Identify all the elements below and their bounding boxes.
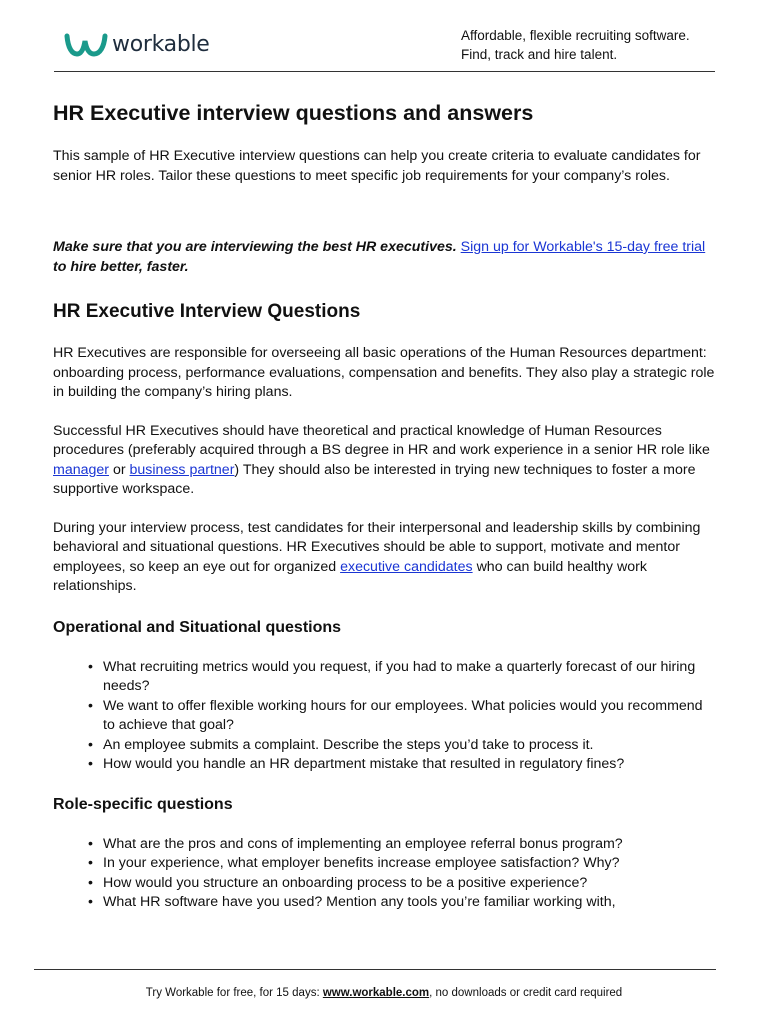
logo-text: workable (112, 31, 210, 57)
document-body (53, 98, 718, 913)
free-trial-link[interactable]: Sign up for Workable's 15-day free trial (460, 239, 706, 255)
list-item: • How would you handle an HR department mistake that resulted in regulatory fines? (103, 755, 718, 775)
interview-process-text-2: who can build healthy work relationships. (53, 558, 647, 594)
tagline-line-1: Affordable, flexible recruiting software. (461, 28, 690, 43)
operational-questions-list (53, 658, 718, 775)
qualifications-text-2: or (112, 461, 126, 478)
list-item: • What recruiting metrics would you request, if you had to make a quarterly forecast of our hiring needs? (103, 658, 718, 697)
cta-lead: Make sure that you are interviewing the best HR executives. (53, 239, 457, 255)
page-footer (0, 987, 768, 999)
qualifications-text-1: Successful HR Executives should have theoretical and practical knowledge of Human Resources procedures (preferably acquired through a BS degree in HR and work experience in a senior HR role like (53, 422, 710, 458)
operational-questions-heading: Operational and Situational questions (53, 618, 342, 636)
list-item: • In your experience, what employer benefits increase employee satisfaction? Why? (103, 854, 718, 874)
list-item: • What HR software have you used? Mention any tools you’re familiar working with, (103, 893, 718, 913)
page-header (54, 24, 715, 72)
tagline (461, 26, 690, 64)
interview-process-text-1: During your interview process, test candidates for their interpersonal and leadership skills by combining behavioral and situational questions. HR Executives should be able to support, motivate and mentor employees, so keep an eye out for organized (53, 519, 701, 575)
intro-paragraph: This sample of HR Executive interview questions can help you create criteria to evaluate candidates for senior HR roles. Tailor these questions to meet specific job requirements for your company’s roles. (53, 148, 701, 184)
role-specific-questions-heading: Role-specific questions (53, 795, 233, 813)
footer-prefix: Try Workable for free, for 15 days: (145, 987, 320, 999)
manager-link[interactable]: manager (53, 461, 109, 478)
workable-logo-icon (64, 30, 108, 58)
section-title: HR Executive Interview Questions (53, 301, 361, 322)
list-item: • An employee submits a complaint. Describe the steps you’d take to process it. (103, 736, 718, 756)
qualifications-text-3: ) They should also be interested in trying new techniques to foster a more supportive workspace. (53, 461, 696, 497)
role-specific-questions-list (53, 835, 718, 913)
list-item: • How would you structure an onboarding process to be a positive experience? (103, 874, 718, 894)
list-item: • We want to offer flexible working hours for our employees. What policies would you recommend to achieve that goal? (103, 697, 718, 736)
cta-tail: to hire better, faster. (53, 258, 189, 275)
page-title: HR Executive interview questions and answers (53, 101, 534, 125)
executive-candidates-link[interactable]: executive candidates (340, 558, 473, 575)
qualifications-paragraph (53, 422, 718, 500)
workable-logo[interactable] (64, 30, 210, 58)
responsibilities-paragraph: HR Executives are responsible for overseeing all basic operations of the Human Resources department: onboarding process, performance evaluations, compensation and benefits. They also play a strategic role in building the company’s hiring plans. (53, 345, 715, 400)
business-partner-link[interactable]: business partner (129, 461, 235, 478)
footer-suffix: , no downloads or credit card required (429, 987, 623, 999)
cta-paragraph (53, 238, 718, 277)
workable-website-link[interactable]: www.workable.com (322, 987, 430, 999)
interview-process-paragraph (53, 519, 718, 597)
tagline-line-2: Find, track and hire talent. (461, 47, 618, 62)
list-item: • What are the pros and cons of implementing an employee referral bonus program? (103, 835, 718, 855)
footer-divider (34, 969, 716, 970)
